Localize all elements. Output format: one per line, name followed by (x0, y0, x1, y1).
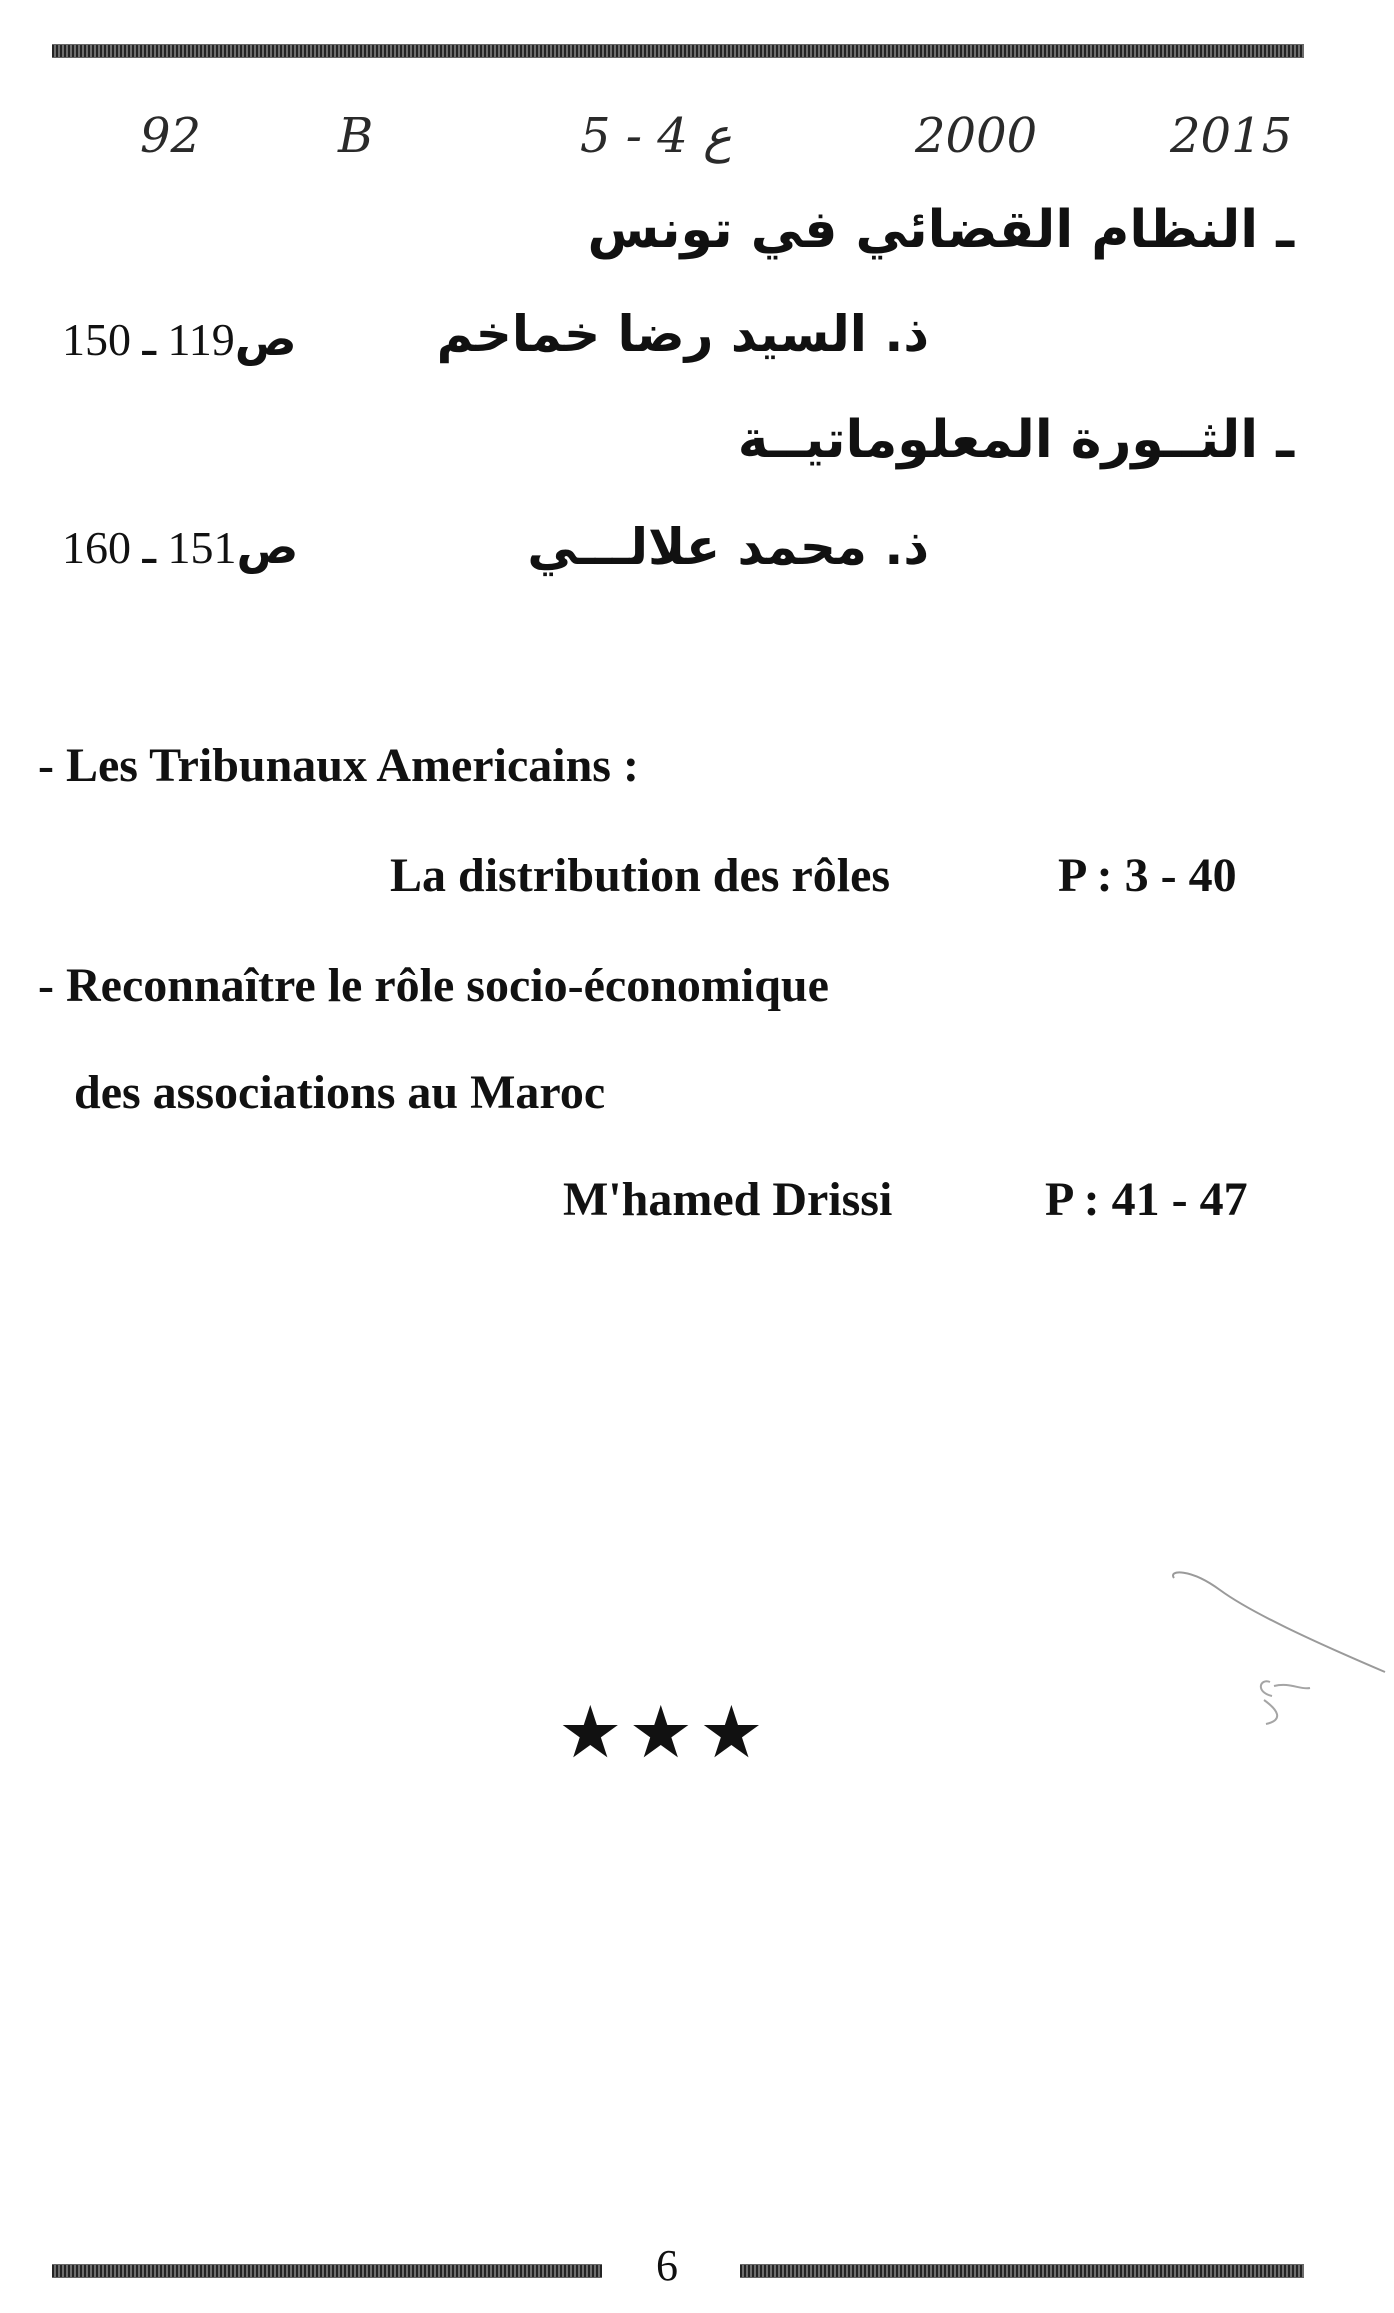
arabic-entry-1-pages (62, 312, 297, 366)
page-number: 6 (656, 2241, 678, 2290)
page-prefix: ص (234, 312, 297, 366)
handwritten-note-5: 2015 (1170, 108, 1293, 164)
french-entry-2-title-line2: des associations au Maroc (74, 1066, 606, 1119)
french-entry-2-title-line1: - Reconnaître le rôle socio-économique (38, 959, 829, 1012)
arabic-entry-2-title: ـ الثــورة المعلوماتيــة (737, 410, 1294, 470)
bottom-rule-right (740, 2264, 1304, 2278)
french-entry-1-title: - Les Tribunaux Americains : (38, 739, 639, 792)
top-rule (52, 44, 1304, 58)
handwritten-note-3: ع 4 - 5 (580, 108, 732, 164)
handwritten-note-2: B (338, 108, 374, 164)
bottom-rule-left (52, 2264, 602, 2278)
handwritten-note-4: 2000 (915, 108, 1038, 164)
arabic-entry-1-author: ذ. السيد رضا خماخم (436, 305, 929, 363)
french-entry-2-author: M'hamed Drissi (563, 1173, 893, 1226)
page-prefix: ص (236, 520, 299, 574)
page-range: 119 ـ 150 (62, 314, 235, 365)
pencil-scribble (1160, 1560, 1390, 1740)
arabic-entry-2-author: ذ. محمد علالـــي (527, 518, 929, 576)
arabic-entry-1-title: ـ النظام القضائي في تونس (587, 200, 1294, 260)
page-range: 151 ـ 160 (62, 522, 237, 573)
handwritten-note-1: 92 (140, 108, 202, 164)
french-entry-1-subtitle: La distribution des rôles (390, 849, 891, 902)
french-entry-1-pages: P : 3 - 40 (1058, 849, 1237, 902)
star-separator: ★★★ (558, 1690, 770, 1774)
french-entry-2-pages: P : 41 - 47 (1045, 1173, 1248, 1226)
arabic-entry-2-pages (62, 520, 298, 574)
